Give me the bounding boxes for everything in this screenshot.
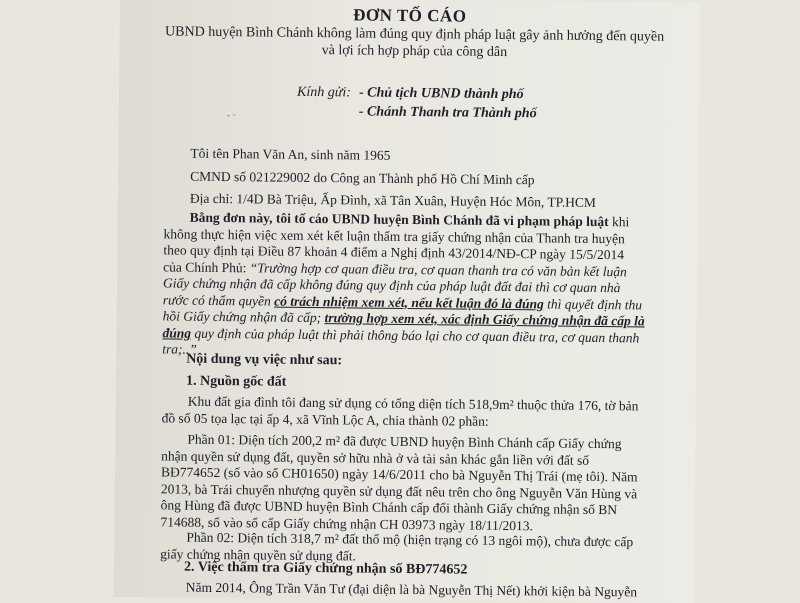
text-run: khi <box>608 214 630 230</box>
intro-address: Địa chỉ: 1/4D Bà Triệu, Ấp Đình, xã Tân Xuân, Huyện Hóc Môn, TP.HCM <box>189 190 596 210</box>
recipient-1: - Chủ tịch UBND thành phố <box>358 85 524 103</box>
document-title: ĐƠN TỐ CÁO <box>353 5 467 26</box>
intro-name: Tôi tên Phan Văn An, sinh năm 1965 <box>190 145 391 163</box>
subtitle-line: UBND huyện Bình Chánh không làm đúng quy định pháp luật gây ảnh hưởng đến quyền <box>165 24 665 45</box>
text-line: BĐ774652 (số vào sổ CH01650) ngày 14/6/2011 cho bà Nguyễn Thị Trái (mẹ tôi). Năm <box>160 464 638 485</box>
section-1-paragraph <box>162 393 672 431</box>
quote-emphasis: trường hợp xem xét, xác định Giấy chứng nhận đã cấp là <box>324 310 645 329</box>
accusation-bold: Bằng đơn này, tôi tố cáo UBND huyện Bình Chánh đã vi phạm pháp luật <box>189 209 609 230</box>
text-line: theo quy định tại Điều 87 khoản 4 điểm a Nghị định 43/2014/NĐ-CP ngày 15/5/2014 <box>163 242 625 263</box>
pen-mark: - ᵕ <box>226 110 236 122</box>
quote-emphasis: đúng <box>162 324 192 341</box>
document-page <box>114 0 700 603</box>
section-heading: Nội dung vụ việc như sau: <box>186 351 343 369</box>
document-subtitle <box>159 23 669 62</box>
quote-run: hồi Giấy chứng nhận đã cấp; <box>162 308 325 326</box>
section-2-heading: 2. Việc thẩm tra Giấy chứng nhận số BĐ774652 <box>183 559 468 578</box>
quote-line: tra;..” <box>162 341 197 357</box>
text-run: của Chính Phủ: <box>163 258 250 275</box>
text-line: giấy chứng nhận quyền sử dụng đất. <box>160 545 356 563</box>
section-1-heading: 1. Nguồn gốc đất <box>185 373 287 390</box>
text-line: Phần 01: Diện tích 200,2 m² đã được UBND huyện Bình Chánh cấp Giấy chứng <box>187 431 622 452</box>
quote-emphasis: có trách nhiệm xem xét, nếu kết luận đó là đúng <box>274 293 544 311</box>
kinh-gui-label: Kính gửi: <box>296 84 352 101</box>
intro-cmnd: CMND số 021229002 do Công an Thành phố Hồ Chí Minh cấp <box>190 168 535 188</box>
quote-run: thì quyết định thu <box>543 295 643 312</box>
text-line: không thực hiện việc xem xét kết luận thẩm tra giấy chứng nhận của Thanh tra huyện <box>163 225 625 246</box>
quote-run: rước có thẩm quyền <box>162 291 275 309</box>
recipient-2: - Chánh Thanh tra Thành phố <box>358 104 537 122</box>
text-line: Phần 02: Diện tích 318,7 m² đất thổ mộ (hiện trạng có 13 ngôi mộ), chưa được cấp <box>186 529 634 550</box>
text-line: nhận quyền sử dụng đất, quyền sở hữu nhà ở và tài sản khác gắn liền với đất số <box>161 447 590 468</box>
text-line: ông Hùng đã được UBND huyện Bình Chánh cấp đổi thành Giấy chứng nhận số BN <box>160 497 618 518</box>
section-2-line: Năm 2014, Ông Trần Văn Tư (đại diện là bà Nguyễn Thị Nết) khởi kiện bà Nguyễn <box>185 579 638 600</box>
part-01-paragraph <box>160 431 671 535</box>
quote-run: quy định của pháp luật thì phải thông báo lại cho cơ quan điều tra, cơ quan thanh <box>190 325 640 345</box>
text-line: Khu đất gia đình tôi đang sử dụng có tổng diện tích 518,9m² thuộc thửa 176, tờ bản <box>187 393 639 414</box>
quote-line: Giấy chứng nhận đã cấp không đúng quy định của pháp luật đất đai thì cơ quan nhà <box>162 275 621 296</box>
text-line: đồ số 05 tọa lạc tại ấp 4, xã Vĩnh Lộc A, chia thành 02 phần: <box>161 409 489 429</box>
text-line: 714688, số vào sổ cấp Giấy chứng nhận CH 03973 ngày 18/11/2013. <box>160 513 533 533</box>
paragraph-accusation <box>162 209 674 363</box>
subtitle-line: và lợi ích hợp pháp của công dân <box>321 43 508 61</box>
quote-run: “Trường hợp cơ quan điều tra, cơ quan thanh tra có văn bản kết luận <box>249 259 627 279</box>
text-line: 2013, bà Trái chuyển nhượng quyền sử dụng đất nêu trên cho ông Nguyễn Văn Hùng và <box>160 480 638 501</box>
